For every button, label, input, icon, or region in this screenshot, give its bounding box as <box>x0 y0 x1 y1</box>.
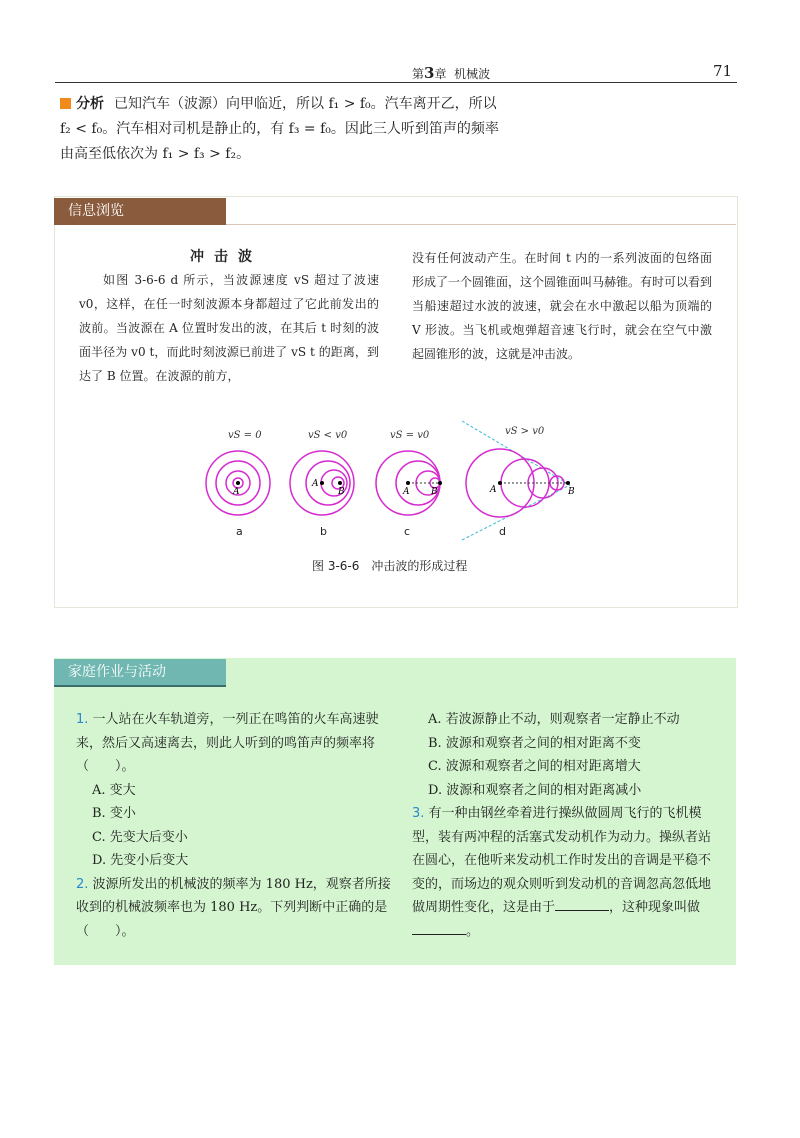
question-2-number: 2. <box>76 876 89 892</box>
panel-label-a: a <box>236 525 243 538</box>
header-rule <box>55 82 737 83</box>
question-3-blank-1[interactable] <box>555 896 609 911</box>
homework-left-column <box>76 708 392 943</box>
info-tab-rule <box>226 224 736 225</box>
question-3 <box>412 802 722 943</box>
panel-label-b: b <box>320 525 327 538</box>
question-1 <box>76 708 392 779</box>
panel-c-point-b: B <box>431 487 438 497</box>
panel-b-point-b: B <box>338 487 345 497</box>
shockwave-right-paragraph: 没有任何波动产生。在时间 t 内的一系列波面的包络面形成了一个圆锥面，这个圆锥面叫马赫锥。有时可以看到当船速超过水波的波速，就会在水中激起以船为顶端的 V 形波。当飞机或炮弹超音速飞行时，就会在空气中激起圆锥形的波，这就是冲击波。 <box>412 251 713 361</box>
analysis-label: 分析 <box>76 96 104 112</box>
panel-d-source-a <box>498 481 502 485</box>
panel-label-c: c <box>404 525 411 538</box>
question-1-option-d: D. 先变小后变大 <box>92 853 189 868</box>
label-vs-equal: vS = v0 <box>390 430 430 441</box>
panel-label-d: d <box>499 525 506 538</box>
chapter-suffix: 章 <box>434 67 447 81</box>
question-2-option-d: D. 波源和观察者之间的相对距离减小 <box>428 782 642 798</box>
info-browse-tab: 信息浏览 <box>54 198 226 225</box>
question-1-option-c: C. 先变大后变小 <box>92 829 188 845</box>
question-3-end: 。 <box>466 923 480 939</box>
question-2-option-c: C. 波源和观察者之间的相对距离增大 <box>428 759 641 774</box>
homework-tab: 家庭作业与活动 <box>54 659 226 686</box>
chapter-title: 机械波 <box>454 67 491 81</box>
question-3-stem: 有一种由钢丝牵着进行操纵做圆周飞行的飞机模型，装有两冲程的活塞式发动机作为动力。操纵者站在圆心，在他听来发动机工作时发出的音调是平稳不变的，而场边的观众则听到发动机的音调忽高忽低地做周期性变化，这是由于 <box>412 806 712 915</box>
panel-d-point-b: B <box>568 487 575 497</box>
question-3-number: 3. <box>412 806 425 821</box>
panel-c-point-a: A <box>403 487 410 497</box>
question-3-blank-2[interactable] <box>412 920 466 935</box>
question-2 <box>76 873 392 944</box>
label-vs-greater: vS > v0 <box>505 426 545 437</box>
question-1-number: 1. <box>76 712 89 727</box>
homework-right-column <box>412 708 722 943</box>
chapter-prefix: 第 <box>412 67 425 81</box>
label-vs-0: vS = 0 <box>228 430 262 441</box>
chapter-number: 3 <box>424 64 435 82</box>
panel-a-point-a: A <box>233 487 240 497</box>
figure-caption: 图 3-6-6 冲击波的形成过程 <box>312 559 468 573</box>
shockwave-figure <box>200 418 600 548</box>
question-2-stem: 波源所发出的机械波的频率为 180 Hz，观察者所接收到的机械波频率也为 180 Hz。下列判断中正确的是（ ）。 <box>76 876 391 939</box>
question-1-option-a: A. 变大 <box>92 782 136 798</box>
question-2-option-a: A. 若波源静止不动，则观察者一定静止不动 <box>428 712 680 727</box>
shockwave-title: 冲击波 <box>190 249 262 265</box>
page-number: 71 <box>713 62 733 80</box>
analysis-paragraph <box>60 92 500 167</box>
shockwave-text-left <box>79 268 379 388</box>
analysis-text: 已知汽车（波源）向甲临近，所以 f₁ > f₀。汽车离开乙，所以 f₂ < f₀。汽车相对司机是静止的，有 f₃ = f₀。因此三人听到笛声的频率由高至低依次为 f₁ > f₃ > f₂。 <box>60 96 499 162</box>
shockwave-left-paragraph: 如图 3-6-6 d 所示，当波源速度 vS 超过了波速 v0，这样，在任一时刻波源本身都超过了它此前发出的波前。当波源在 A 位置时发出的波，在其后 t 时刻的波面半径为 v0 t，而此时刻波源已前进了 vS t 的距离，到达了 B 位置。在波源的前方， <box>79 273 379 383</box>
panel-b-point-a: A <box>312 479 319 489</box>
panel-d-point-a: A <box>490 485 497 495</box>
shockwave-text-right <box>412 246 712 366</box>
chapter-heading <box>412 64 490 82</box>
question-1-stem: 一人站在火车轨道旁，一列正在鸣笛的火车高速驶来，然后又高速离去，则此人听到的鸣笛声的频率将（ ）。 <box>76 712 379 774</box>
question-1-option-b: B. 变小 <box>92 806 136 821</box>
question-2-option-b: B. 波源和观察者之间的相对距离不变 <box>428 735 641 751</box>
panel-a-source <box>236 481 240 485</box>
panel-d-mach-cone <box>462 421 570 540</box>
label-vs-less: vS < v0 <box>308 430 348 441</box>
question-3-mid: ，这种现象叫做 <box>609 900 701 915</box>
homework-tab-rule <box>54 685 226 687</box>
panel-b-source-b <box>338 481 342 485</box>
panel-b-source-a <box>320 481 324 485</box>
square-bullet-icon <box>60 98 71 109</box>
panel-c-source-b <box>438 481 442 485</box>
panel-c-source-a <box>406 481 410 485</box>
panel-d-source-b <box>566 481 570 485</box>
